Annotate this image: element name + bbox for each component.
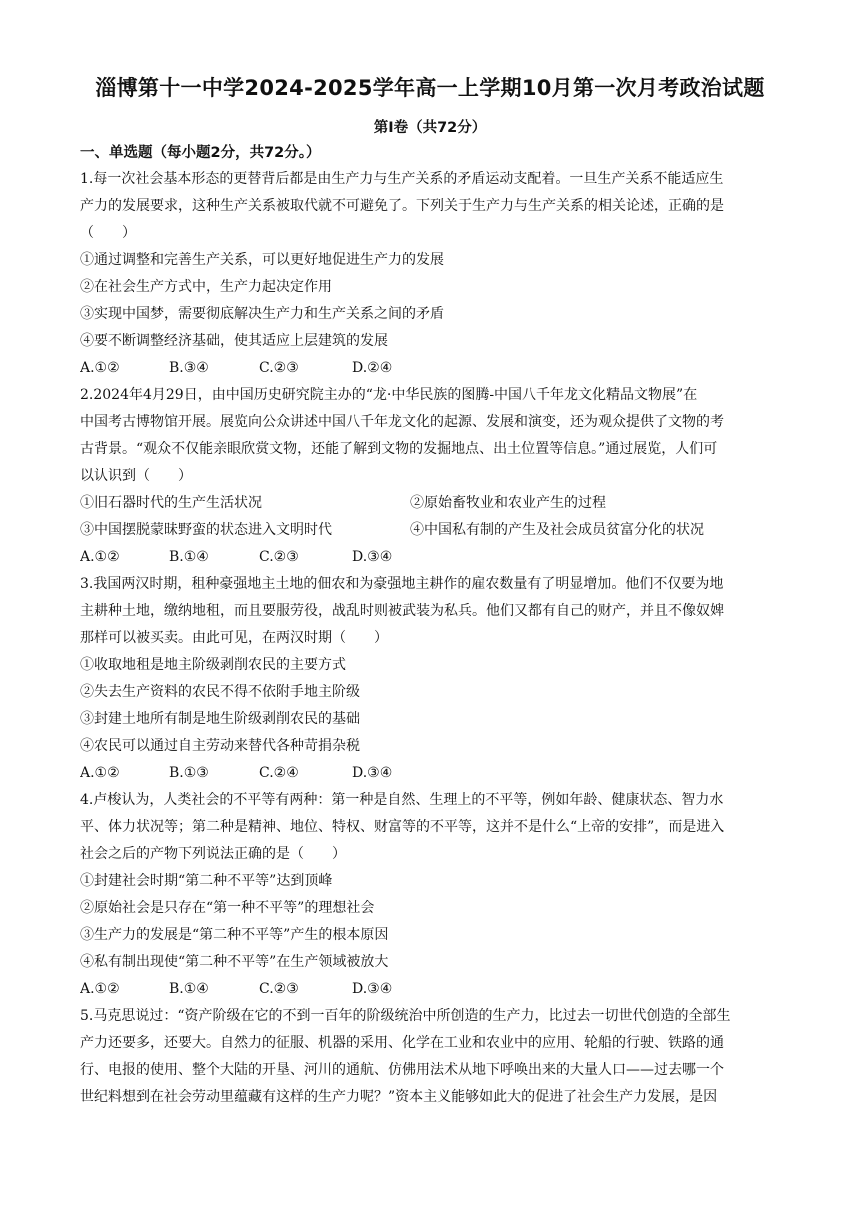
question-stem-line: 3.我国两汉时期，租种豪强地主土地的佃农和为豪强地主耕作的雇农数量有了明显增加。他们不仅要为地 <box>80 576 724 592</box>
statement-item: ③生产力的发展是“第二种不平等”产生的根本原因 <box>80 927 389 943</box>
question-stem-line: 产力的发展要求，这种生产关系被取代就不可避免了。下列关于生产力与生产关系的相关论述，正确的是 <box>80 198 724 214</box>
option-a: A.①② <box>80 765 120 781</box>
option-c: C.②③ <box>259 549 299 565</box>
option-d: D.③④ <box>352 981 393 997</box>
option-c: C.②④ <box>259 765 299 781</box>
question-4 <box>80 787 786 1003</box>
option-b: B.①④ <box>169 549 209 565</box>
statement-item: ③实现中国梦，需要彻底解决生产力和生产关系之间的矛盾 <box>80 306 444 322</box>
question-stem-line: 2.2024年4月29日，由中国历史研究院主办的“龙·中华民族的图腾-中国八千年龙文化精品文物展”在 <box>80 387 698 403</box>
statement-item: ③中国摆脱蒙昧野蛮的状态进入文明时代 <box>80 522 332 538</box>
question-stem-line: 主耕种土地，缴纳地租，而且要服劳役，战乱时则被武装为私兵。他们又都有自己的财产，并且不像奴婢 <box>80 603 724 619</box>
question-list <box>80 166 786 1111</box>
statement-item: ④中国私有制的产生及社会成员贫富分化的状况 <box>410 522 704 538</box>
statement-row <box>80 490 786 517</box>
question-stem-line: 以认识到（ ） <box>80 468 192 484</box>
question-stem-line: （ ） <box>80 225 136 241</box>
question-stem-line: 1.每一次社会基本形态的更替背后都是由生产力与生产关系的矛盾运动支配着。一旦生产关系不能适应生 <box>80 171 724 187</box>
statement-item: ④私有制出现使“第二种不平等”在生产领域被放大 <box>80 954 389 970</box>
question-stem-line: 产力还要多，还要大。自然力的征服、机器的采用、化学在工业和农业中的应用、轮船的行驶、铁路的通 <box>80 1035 724 1051</box>
option-a: A.①② <box>80 981 120 997</box>
answer-options <box>80 976 786 1003</box>
question-stem-line: 中国考古博物馆开展。展览向公众讲述中国八千年龙文化的起源、发展和演变，还为观众提供了文物的考 <box>80 414 724 430</box>
option-b: B.③④ <box>169 360 209 376</box>
paper-part-heading: 第Ⅰ卷（共72分） <box>373 120 487 136</box>
section-heading: 一、单选题（每小题2分，共72分。） <box>80 145 321 161</box>
question-stem-line: 行、电报的使用、整个大陆的开垦、河川的通航、仿佛用法术从地下呼唤出来的大量人口——过去哪一个 <box>80 1062 724 1078</box>
statement-item: ②在社会生产方式中，生产力起决定作用 <box>80 279 332 295</box>
question-stem-line: 社会之后的产物下列说法正确的是（ ） <box>80 846 346 862</box>
question-stem-line: 4.卢梭认为，人类社会的不平等有两种：第一种是自然、生理上的不平等，例如年龄、健康状态、智力水 <box>80 792 724 808</box>
statement-item: ①封建社会时期“第二种不平等”达到顶峰 <box>80 873 333 889</box>
answer-options <box>80 355 786 382</box>
option-a: A.①② <box>80 360 120 376</box>
question-stem-line: 世纪料想到在社会劳动里蕴藏有这样的生产力呢？”资本主义能够如此大的促进了社会生产力发展，是因 <box>80 1089 718 1105</box>
statement-item: ①通过调整和完善生产关系，可以更好地促进生产力的发展 <box>80 252 444 268</box>
option-d: D.②④ <box>352 360 393 376</box>
option-c: C.②③ <box>259 981 299 997</box>
question-stem-line: 古背景。“观众不仅能亲眼欣赏文物，还能了解到文物的发掘地点、出土位置等信息。”通过展览，人们可 <box>80 441 718 457</box>
answer-options <box>80 544 786 571</box>
statement-item: ②失去生产资料的农民不得不依附手地主阶级 <box>80 684 360 700</box>
question-stem-line: 那样可以被买卖。由此可见，在两汉时期（ ） <box>80 630 388 646</box>
statement-item: ③封建土地所有制是地生阶级剥削农民的基础 <box>80 711 360 727</box>
question-5 <box>80 1003 786 1111</box>
question-stem-line: 平、体力状况等；第二种是精神、地位、特权、财富等的不平等，这并不是什么“上帝的安排”，而是进入 <box>80 819 725 835</box>
option-b: B.①④ <box>169 981 209 997</box>
option-a: A.①② <box>80 549 120 565</box>
statement-item: ④农民可以通过自主劳动来替代各种苛捐杂税 <box>80 738 360 754</box>
answer-options <box>80 760 786 787</box>
statement-item: ②原始畜牧业和农业产生的过程 <box>410 495 606 511</box>
option-c: C.②③ <box>259 360 299 376</box>
option-b: B.①③ <box>169 765 209 781</box>
exam-title: 淄博第十一中学2024-2025学年高一上学期10月第一次月考政治试题 <box>95 76 765 100</box>
statement-item: ①旧石器时代的生产生活状况 <box>80 495 262 511</box>
statement-item: ①收取地租是地主阶级剥削农民的主要方式 <box>80 657 346 673</box>
statement-item: ④要不断调整经济基础，使其适应上层建筑的发展 <box>80 333 388 349</box>
question-3 <box>80 571 786 787</box>
option-d: D.③④ <box>352 549 393 565</box>
question-2 <box>80 382 786 571</box>
option-d: D.③④ <box>352 765 393 781</box>
statement-item: ②原始社会是只存在“第一种不平等”的理想社会 <box>80 900 375 916</box>
question-1 <box>80 166 786 382</box>
question-stem-line: 5.马克思说过：“资产阶级在它的不到一百年的阶级统治中所创造的生产力，比过去一切世代创造的全部生 <box>80 1008 731 1024</box>
statement-row <box>80 517 786 544</box>
